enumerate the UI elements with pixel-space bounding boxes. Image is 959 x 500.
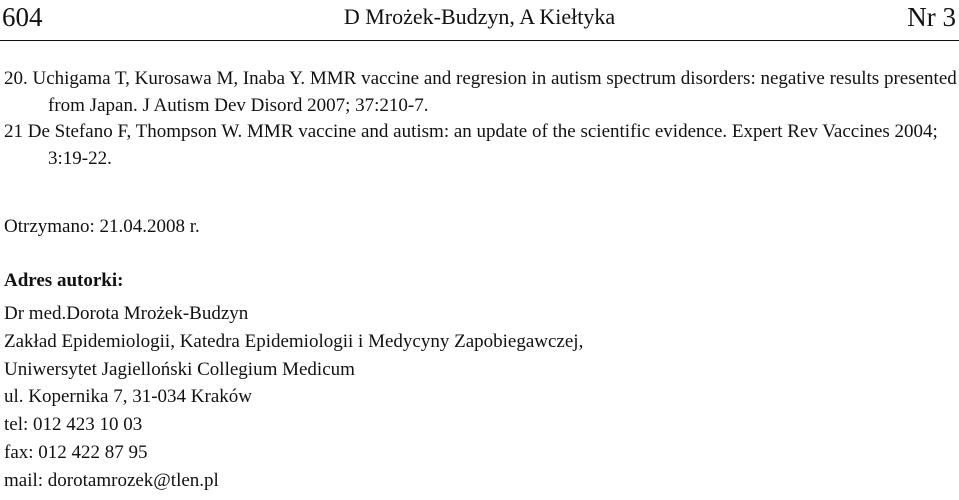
page-number: 604 (2, 2, 43, 32)
reference-item: 21 De Stefano F, Thompson W. MMR vaccine and autism: an update of the scientific evidence. Expert Rev Vaccines 2004; 3:19-22. (4, 121, 938, 169)
address-line: ul. Kopernika 7, 31-034 Kraków (4, 386, 253, 408)
address-line: Uniwersytet Jagielloński Collegium Medicum (4, 358, 355, 380)
address-line: Dr med.Dorota Mrożek-Budzyn (4, 303, 249, 324)
reference-list (4, 66, 959, 172)
issue-number: Nr 3 (907, 2, 956, 32)
address-line: fax: 012 422 87 95 (4, 441, 148, 463)
received-date: Otrzymano: 21.04.2008 r. (4, 216, 200, 237)
running-title: D Mrożek-Budzyn, A Kiełtyka (343, 4, 616, 29)
address-line: Zakład Epidemiologii, Katedra Epidemiologii i Medycyny Zapobiegawczej, (4, 330, 584, 352)
address-line: mail: dorotamrozek@tlen.pl (4, 469, 219, 491)
reference-item: 20. Uchigama T, Kurosawa M, Inaba Y. MMR vaccine and regresion in autism spectrum disorders: negative results presented from Japan. J Autism Dev Disord 2007; 37:210-7. (4, 68, 957, 116)
header-rule (0, 40, 959, 41)
address-heading: Adres autorki: (4, 270, 124, 291)
page-header (0, 0, 959, 40)
address-block (4, 300, 583, 495)
address-line: tel: 012 423 10 03 (4, 414, 143, 436)
